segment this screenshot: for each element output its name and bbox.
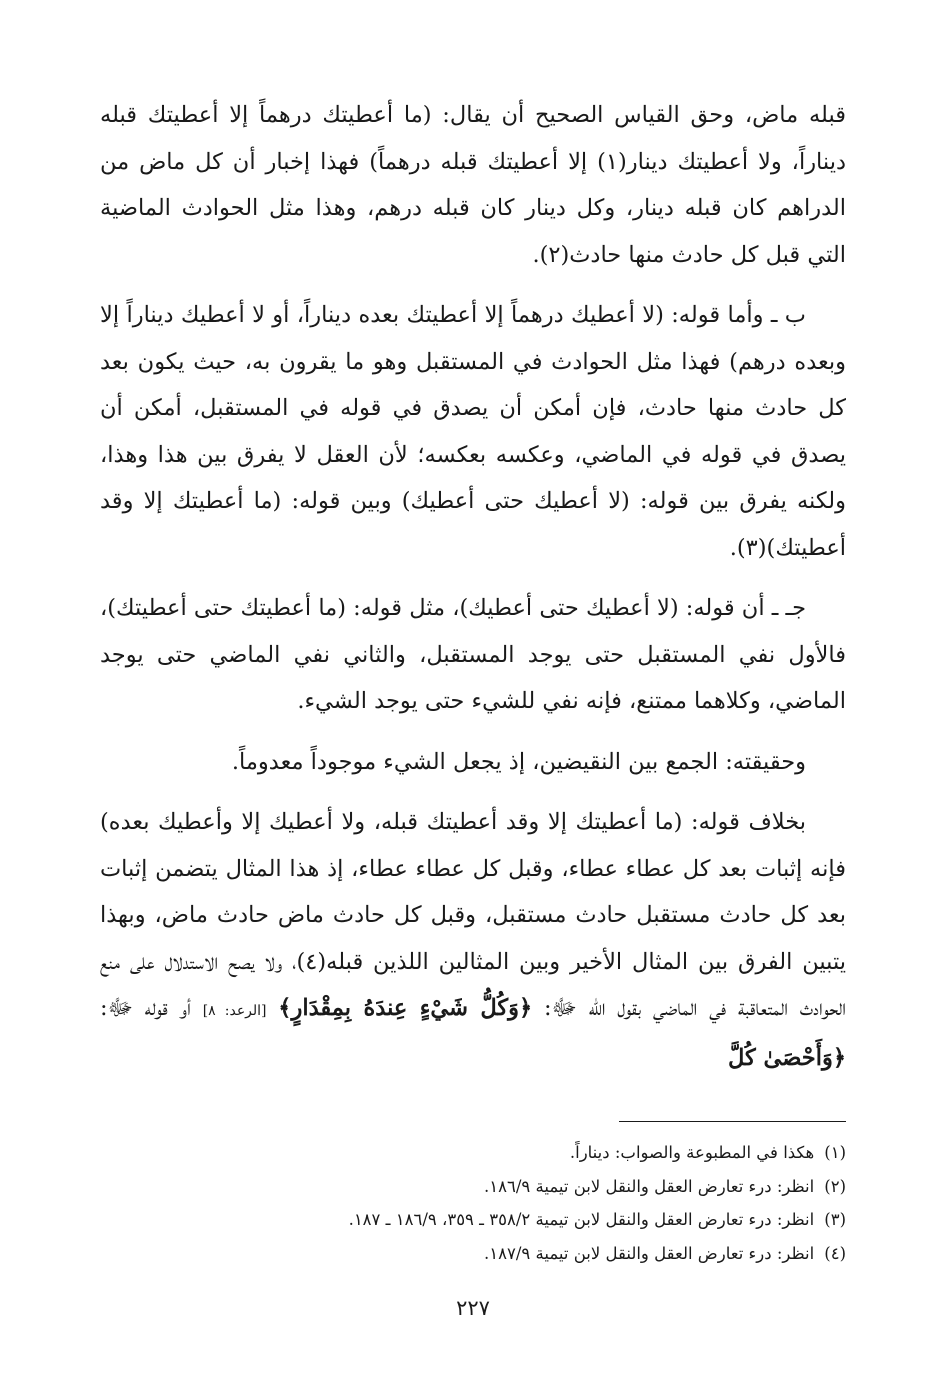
footnote-4	[100, 1237, 846, 1271]
footnote-number: (١)	[824, 1143, 846, 1162]
footnote-3	[100, 1203, 846, 1237]
paragraph-5-text: بخلاف قوله: (ما أعطيتك إلا وقد أعطيتك قبله، ولا أعطيك إلا وأعطيك بعده) فإنه إثبات بعد كل عطاء عطاء، وقبل كل عطاء عطاء، إذ هذا المثال يتضمن إثبات بعد كل حادث مستقبل حادث مستقبل، وقبل كل حادث ماض حادث ماض، وبهذا يتبين الفرق بين المثال الأخير وبين المثالين اللذين قبله(٤)، ولا يصح الاستدلال على منع الحوادث المتعاقبة في الماضي بقول الله ﷻ:	[100, 809, 847, 1021]
body-paragraph-1: قبله ماض، وحق القياس الصحيح أن يقال: (ما أعطيتك درهماً إلا أعطيتك قبله ديناراً، ولا أعطيتك دينار(١) إلا أعطيتك قبله درهماً) فهذا إخبار أن كل ماض من الدراهم كان قبله دينار، وكل دينار كان قبله درهم، وهذا مثل الحوادث الماضية التي قبل كل حادث منها حادث(٢).	[100, 102, 846, 268]
footnote-number: (٤)	[824, 1243, 846, 1263]
body-paragraph-5	[100, 799, 846, 1081]
footnote-separator	[619, 1121, 846, 1122]
footnote-number: (٢)	[824, 1176, 846, 1196]
footnote-text: انظر: درء تعارض العقل والنقل لابن تيمية ١٨٧/٩.	[484, 1243, 815, 1263]
footnote-text: هكذا في المطبوعة والصواب: ديناراً.	[569, 1143, 815, 1162]
footnotes	[100, 1136, 846, 1270]
quran-verse-1: ﴿وَكُلُّ شَيْءٍ عِندَهُ بِمِقْدَارٍ﴾	[278, 995, 533, 1021]
footnote-text: انظر: درء تعارض العقل والنقل لابن تيمية ٣٥٨/٢ ـ ٣٥٩، ١٨٦/٩ ـ ١٨٧.	[348, 1210, 815, 1229]
body-paragraph-3: جـ ـ أن قوله: (لا أعطيك حتى أعطيك)، مثل قوله: (ما أعطيتك حتى أعطيتك)، فالأول نفي المستقبل حتى يوجد المستقبل، والثاني نفي الماضي حتى يوجد الماضي، وكلاهما ممتنع، فإنه نفي للشيء حتى يوجد الشيء.	[100, 595, 846, 714]
page-number: ٢٢٧	[456, 1296, 490, 1320]
paragraph-5-continuation: أو قوله ﷻ:	[100, 995, 191, 1021]
quran-verse-2: ﴿وَأَحْصَىٰ كُلَّ	[727, 1044, 846, 1071]
body-paragraph-4: وحقيقته: الجمع بين النقيضين، إذ يجعل الشيء موجوداً معدوماً.	[231, 748, 806, 775]
verse-citation-1: [الرعد: ٨]	[202, 1003, 267, 1019]
footnote-number: (٣)	[824, 1210, 846, 1229]
book-page	[100, 92, 846, 1387]
footnote-text: انظر: درء تعارض العقل والنقل لابن تيمية ١٨٦/٩.	[484, 1176, 815, 1196]
footnote-1	[100, 1136, 846, 1170]
footnote-2	[100, 1170, 846, 1204]
body-paragraph-2: ب ـ وأما قوله: (لا أعطيك درهماً إلا أعطيتك بعده ديناراً، أو لا أعطيك ديناراً إلا وبعده درهم) فهذا مثل الحوادث في المستقبل وهو ما يقرون به، حيث يكون بعد كل حادث منها حادث، فإن أمكن أن يصدق في قوله في المستقبل، أمكن أن يصدق في قوله في الماضي، وعكسه بعكسه؛ لأن العقل لا يفرق بين هذا وهذا، ولكنه يفرق بين قوله: (لا أعطيك حتى أعطيك) وبين قوله: (ما أعطيتك إلا وقد أعطيتك)(٣).	[100, 302, 846, 561]
